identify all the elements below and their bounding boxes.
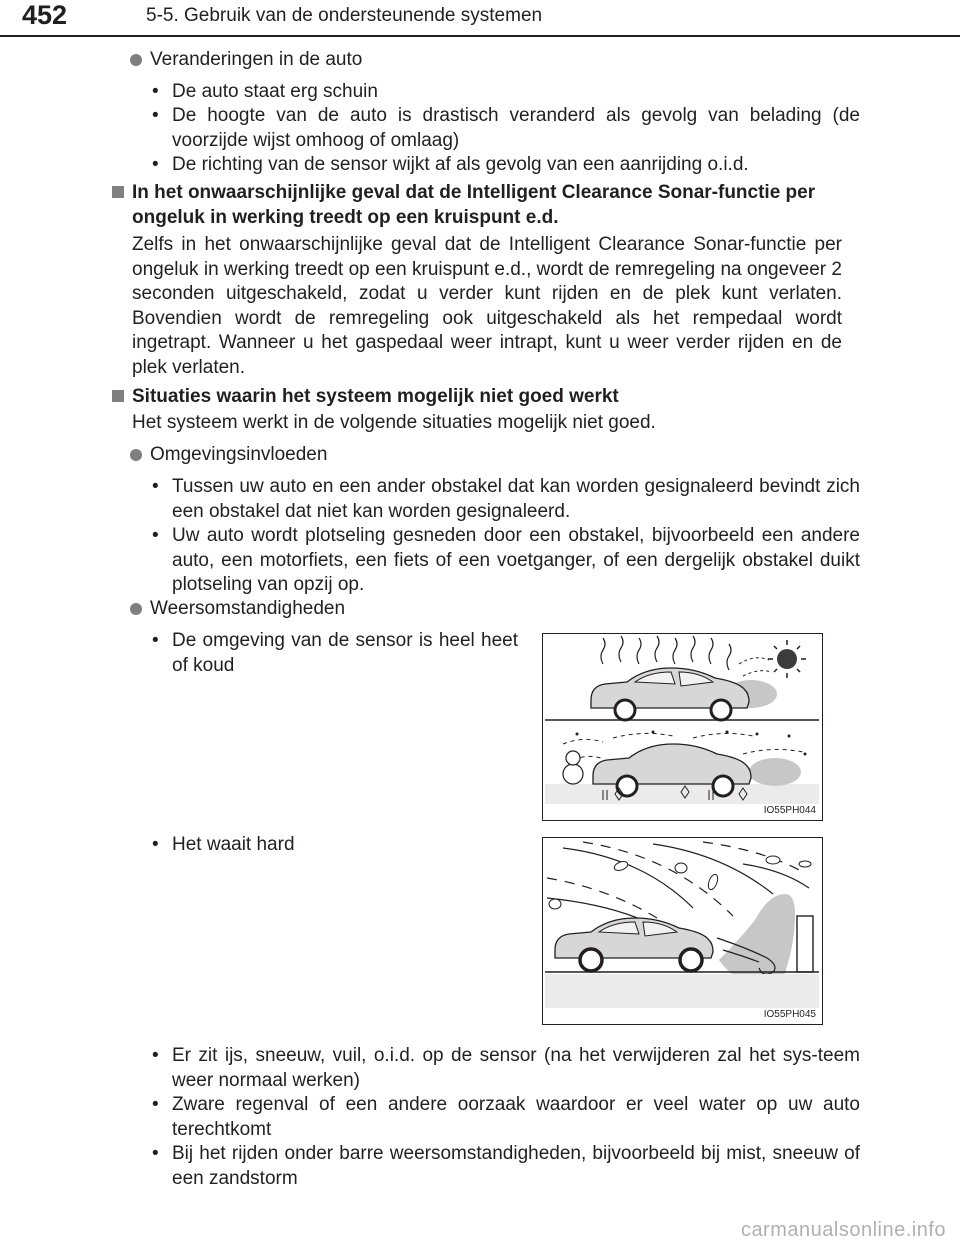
- heading-crossing: In het onwaarschijnlijke geval dat de Intelligent Clearance Sonar-functie per ongeluk in werking treedt op een kruispunt e.d.: [112, 181, 842, 230]
- car-wind-icon: [555, 918, 713, 971]
- figure-code-1: IO55PH044: [763, 805, 816, 816]
- page-header: [0, 0, 960, 40]
- section-title: 5-5. Gebruik van de ondersteunende systemen: [146, 5, 543, 26]
- bullet-weather-storm: • Bij het rijden onder barre weersomstandigheden, bijvoorbeeld bij mist, sneeuw of een zandstorm: [152, 1142, 860, 1191]
- heading-changes: Veranderingen in de auto: [130, 48, 840, 73]
- heading-weather: Weersomstandigheden: [130, 597, 840, 622]
- bullet-changes-2: • De hoogte van de auto is drastisch veranderd als gevolg van belading (de voorzijde wijst omhoog of omlaag): [152, 104, 860, 153]
- snowman-icon: [563, 751, 583, 784]
- heat-cold-illustration: [543, 634, 821, 804]
- watermark: carmanualsonline.info: [740, 1219, 946, 1241]
- wall-obstacle: [797, 916, 813, 972]
- heading-situations: Situaties waarin het systeem mogelijk niet goed werkt: [112, 385, 842, 410]
- bullet-weather-rain: • Zware regenval of een andere oorzaak waardoor er veel water op uw auto terechtkomt: [152, 1093, 860, 1142]
- figure-heat-cold: [542, 633, 823, 821]
- figure-code-2: IO55PH045: [763, 1009, 816, 1020]
- bullet-env-1: • Tussen uw auto en een ander obstakel dat kan worden gesignaleerd bevindt zich een obstakel dat niet kan worden gesignaleerd.: [152, 475, 860, 524]
- sun-icon: [768, 640, 806, 678]
- bullet-env-2: • Uw auto wordt plotseling gesneden door een obstakel, bijvoorbeeld een andere auto, een motorfiets, een fiets of een voetganger, of een dergelijk obstakel duikt plotseling van opzij op.: [152, 524, 860, 598]
- car-hot-icon: [591, 668, 749, 720]
- bullet-weather-ice: • Er zit ijs, sneeuw, vuil, o.i.d. op de sensor (na het verwijderen zal het sys-teem weer normaal werken): [152, 1044, 860, 1093]
- bullet-weather-wind: • Het waait hard: [152, 833, 518, 858]
- header-rule: [0, 35, 960, 37]
- bullet-changes-1: • De auto staat erg schuin: [152, 80, 860, 105]
- wind-illustration: [543, 838, 821, 1008]
- bullet-weather-heat: • De omgeving van de sensor is heel heet of koud: [152, 629, 518, 678]
- heading-environment: Omgevingsinvloeden: [130, 443, 840, 468]
- page-number: 452: [22, 0, 68, 30]
- paragraph-crossing: Zelfs in het onwaarschijnlijke geval dat de Intelligent Clearance Sonar-functie per ongeluk in werking treedt op een kruispunt e.d., wordt de remregeling na ongeveer 2 seconden uitgeschakeld, zodat u verder kunt rijden en de plek kunt verlaten. Bovendien wordt de remregeling ook uitgeschakeld als het rempedaal wordt ingetrapt. Wanneer u het gaspedaal weer intrapt, kunt u weer verder rijden en de plek verlaten.: [132, 234, 842, 378]
- figure-wind: [542, 837, 823, 1025]
- bullet-changes-3: • De richting van de sensor wijkt af als gevolg van een aanrijding o.i.d.: [152, 153, 860, 178]
- paragraph-situations: Het systeem werkt in de volgende situaties mogelijk niet goed.: [132, 412, 656, 433]
